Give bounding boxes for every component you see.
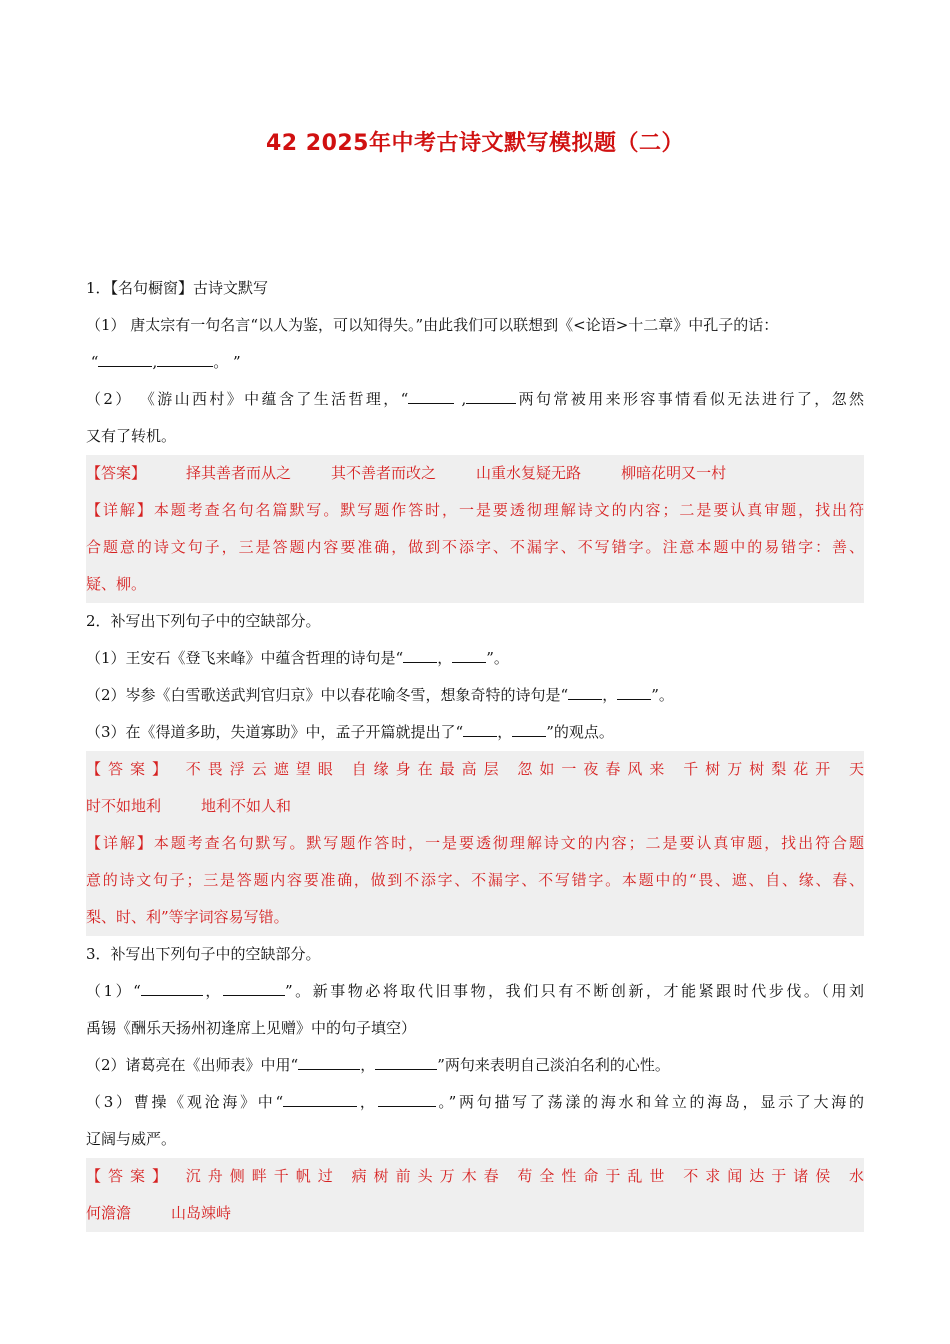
q2-detail-line: 意的诗文句子；三是答题内容要准确，做到不添字、不漏字、不写错字。本题中的“畏、遮、自、缘、春、: [86, 871, 864, 889]
blank: [512, 722, 546, 737]
q3-answer-block: [86, 1158, 864, 1232]
blank: [408, 389, 454, 404]
q2-detail-line: 【详解】本题考查名句默写。默写题作答时，一是要透彻理解诗文的内容；二是要认真审题，找出符合题: [86, 834, 864, 852]
q2-detail-line: 梨、时、利”等字词容易写错。: [86, 908, 289, 926]
q1-part1-text: （1） 唐太宗有一句名言“以人为鉴，可以知得失。”由此我们可以联想到《<论语>十二章》中孔子的话：: [86, 316, 779, 334]
blank: [617, 685, 651, 700]
q2-part3: （3）在《得道多助，失道寡助》中，孟子开篇就提出了“ ， ”的观点。: [86, 723, 614, 741]
blank: [403, 648, 437, 663]
q1-detail-line: 【详解】本题考查名句名篇默写。默写题作答时，一是要透彻理解诗文的内容；二是要认真审题，找出符: [86, 501, 864, 519]
q3-part3-cont: 辽阔与威严。: [86, 1130, 177, 1148]
blank: [141, 981, 203, 996]
document-body: [86, 270, 864, 1232]
q2-answer-block: [86, 751, 864, 936]
q3-answer-line-cont: 何澹澹 山岛竦峙: [86, 1204, 232, 1222]
blank: [223, 981, 285, 996]
q1-part1-blanks: “ , 。 ”: [90, 353, 241, 371]
blank: [568, 685, 602, 700]
q3-part1: （1）“ ， ”。新事物必将取代旧事物，我们只有不断创新，才能紧跟时代步伐。（用刘: [86, 982, 864, 1000]
q1-part2-text: （2） 《游山西村》中蕴含了生活哲理，“ , 两句常被用来形容事情看似无法进行了，忽然: [86, 390, 864, 408]
q2-part1: （1）王安石《登飞来峰》中蕴含哲理的诗句是“ ， ”。: [86, 649, 509, 667]
page-title: 42 2025年中考古诗文默写模拟题（二）: [265, 131, 684, 156]
q3-answer-line: 【答案】 沉舟侧畔千帆过 病树前头万木春 苟全性命于乱世 不求闻达于诸侯 水: [86, 1167, 864, 1185]
q1-heading: 1．【名句橱窗】古诗文默写: [86, 279, 269, 297]
q1-detail-line: 合题意的诗文句子，三是答题内容要准确，做到不添字、不漏字、不写错字。注意本题中的易错字：善、: [86, 538, 864, 556]
q1-answer-line: 【答案】 择其善者而从之 其不善者而改之 山重水复疑无路 柳暗花明又一村: [86, 464, 727, 482]
q3-part1-cont: 禹锡《酬乐天扬州初逢席上见赠》中的句子填空）: [86, 1019, 417, 1037]
q1-part2-text-cont: 又有了转机。: [86, 427, 177, 445]
blank: [452, 648, 486, 663]
q2-answer-line: 【答案】 不畏浮云遮望眼 自缘身在最高层 忽如一夜春风来 千树万树梨花开 天: [86, 760, 864, 778]
blank: [98, 352, 152, 367]
q3-heading: 3．补写出下列句子中的空缺部分。: [86, 945, 321, 963]
blank: [375, 1055, 437, 1070]
blank: [283, 1092, 357, 1107]
blank: [466, 389, 516, 404]
q1-detail-line: 疑、柳。: [86, 575, 147, 593]
blank: [378, 1092, 436, 1107]
blank: [157, 352, 213, 367]
blank: [463, 722, 497, 737]
q2-part2: （2）岑参《白雪歌送武判官归京》中以春花喻冬雪，想象奇特的诗句是“ ， ”。: [86, 686, 674, 704]
q2-answer-line-cont: 时不如地利 地利不如人和: [86, 797, 292, 815]
blank: [298, 1055, 360, 1070]
q3-part3: （3）曹操《观沧海》中“ ， 。”两句描写了荡漾的海水和耸立的海岛，显示了大海的: [86, 1093, 864, 1111]
q3-part2: （2）诸葛亮在《出师表》中用“ ， ”两句来表明自己淡泊名利的心性。: [86, 1056, 670, 1074]
q2-heading: 2．补写出下列句子中的空缺部分。: [86, 612, 321, 630]
q1-answer-block: [86, 455, 864, 603]
